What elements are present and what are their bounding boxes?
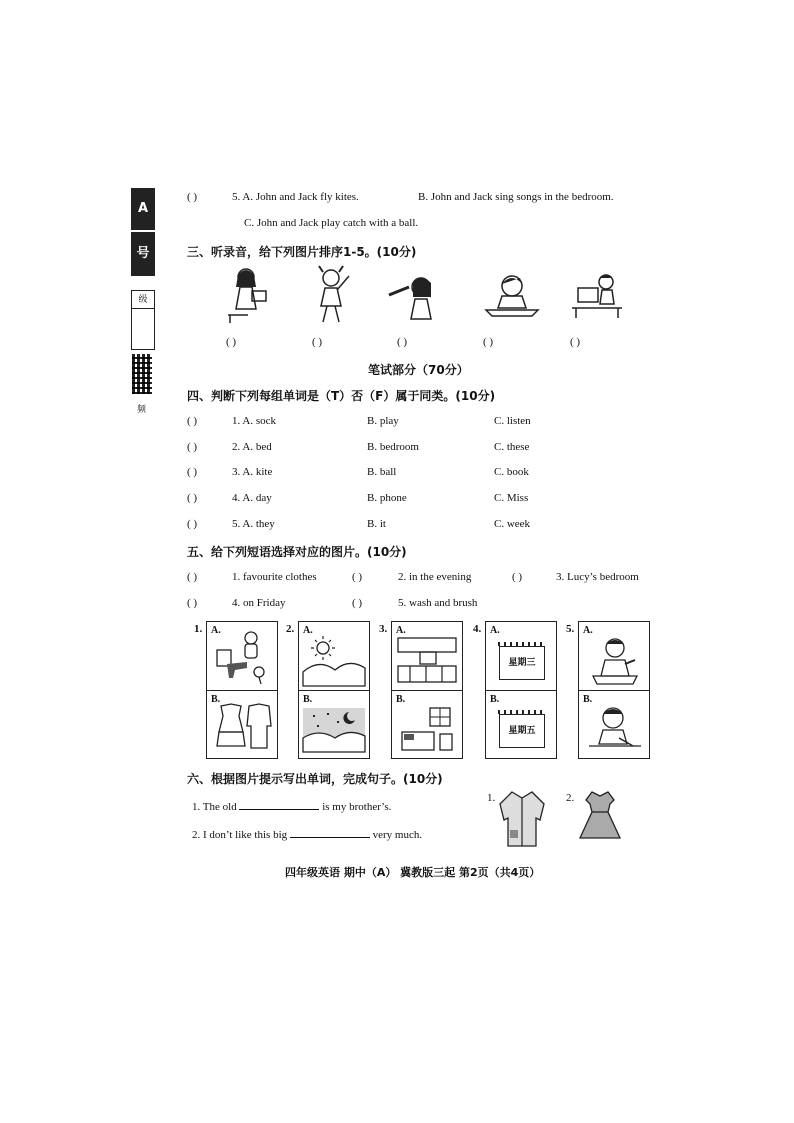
clothes-icon (215, 702, 271, 752)
section4-row4-b: B. phone (367, 492, 407, 504)
section3-paren-4[interactable]: ( ) (483, 336, 494, 348)
card4-divider (486, 690, 556, 691)
section5-paren-5[interactable]: ( ) (352, 597, 363, 609)
sentence2-blank[interactable] (290, 827, 370, 838)
girl-computer-icon (572, 272, 624, 318)
section6-pic-number-2: 2. (566, 792, 575, 804)
boy-washing-icon (589, 636, 641, 686)
card3-label-b: B. (396, 694, 406, 705)
section4-row1-b: B. play (367, 415, 399, 427)
toys-icon (213, 630, 271, 686)
section6-pic-number-1: 1. (487, 792, 496, 804)
binding-blank-box (131, 308, 155, 350)
section5-item-3: 3. Lucy’s bedroom (556, 571, 639, 583)
sentence1-part-a: 1. The old (192, 801, 237, 813)
section3-paren-5[interactable]: ( ) (570, 336, 581, 348)
calendar-a-rings (498, 642, 546, 646)
section6-sentence-1 (192, 799, 391, 813)
card4-label-a: A. (490, 625, 500, 636)
calendar-b-rings (498, 710, 546, 714)
section3-paren-1[interactable]: ( ) (226, 336, 237, 348)
card5-label-a: A. (583, 625, 593, 636)
q5-answer-paren[interactable]: ( ) (187, 191, 198, 203)
binding-label-video: 频 (137, 405, 147, 415)
section5-paren-2[interactable]: ( ) (352, 571, 363, 583)
calendar-b-day: 星期五 (508, 726, 536, 736)
section4-paren-2[interactable]: ( ) (187, 441, 198, 453)
calendar-b (499, 714, 545, 748)
girl-waving-icon (313, 266, 353, 324)
section4-row5-a: 5. A. they (232, 518, 275, 530)
section4-row3-a: 3. A. kite (232, 466, 273, 478)
section3-paren-3[interactable]: ( ) (397, 336, 408, 348)
section5-item-2: 2. in the evening (398, 571, 472, 583)
section5-title: 五、给下列短语选择对应的图片。(10分) (187, 545, 407, 559)
card2-divider (299, 690, 369, 691)
section4-paren-4[interactable]: ( ) (187, 492, 198, 504)
night-sky-icon (303, 708, 365, 752)
section4-row1-c: C. listen (494, 415, 531, 427)
card5-divider (579, 690, 649, 691)
card5-number: 5. (566, 623, 575, 635)
section4-row5-b: B. it (367, 518, 386, 530)
sun-landscape-icon (303, 636, 365, 686)
calendar-a (499, 646, 545, 680)
card2-number: 2. (286, 623, 295, 635)
section4-title: 四、判断下列每组单词是（T）否（F）属于同类。(10分) (187, 389, 496, 403)
section3-title: 三、听录音，给下列图片排序1-5。(10分) (187, 245, 417, 259)
card3-label-a: A. (396, 625, 406, 636)
picture-card-3 (391, 621, 463, 759)
dress-icon (576, 790, 624, 842)
section4-row4-a: 4. A. day (232, 492, 272, 504)
sentence1-part-b: is my brother’s. (322, 801, 392, 813)
section4-paren-5[interactable]: ( ) (187, 518, 198, 530)
card1-number: 1. (194, 623, 203, 635)
binding-strip (131, 188, 155, 423)
section4-row2-a: 2. A. bed (232, 441, 272, 453)
picture-card-4 (485, 621, 557, 759)
card4-number: 4. (473, 623, 482, 635)
girl-brushing-icon (387, 273, 439, 321)
section4-paren-1[interactable]: ( ) (187, 415, 198, 427)
coat-icon (496, 790, 548, 848)
section4-row5-c: C. week (494, 518, 531, 530)
kitchen-room-icon (396, 636, 458, 686)
written-part-title: 笔试部分（70分） (368, 363, 469, 377)
section4-row3-b: B. ball (367, 466, 397, 478)
card4-label-b: B. (490, 694, 500, 705)
binding-label-2: 号 (131, 232, 155, 276)
section4-row2-b: B. bedroom (367, 441, 419, 453)
section6-sentence-2 (192, 827, 422, 841)
section5-item-1: 1. favourite clothes (232, 571, 317, 583)
girl-writing-icon (486, 272, 538, 318)
card2-label-b: B. (303, 694, 313, 705)
section4-row1-a: 1. A. sock (232, 415, 276, 427)
card5-label-b: B. (583, 694, 593, 705)
card1-label-b: B. (211, 694, 221, 705)
sentence1-blank[interactable] (239, 799, 319, 810)
section5-paren-4[interactable]: ( ) (187, 597, 198, 609)
section4-paren-3[interactable]: ( ) (187, 466, 198, 478)
sentence2-part-a: 2. I don’t like this big (192, 829, 288, 841)
binding-class-box: 级 (131, 290, 155, 310)
girl-reading-icon (228, 265, 276, 323)
picture-card-5 (578, 621, 650, 759)
card1-label-a: A. (211, 625, 221, 636)
section3-paren-2[interactable]: ( ) (312, 336, 323, 348)
section4-row4-c: C. Miss (494, 492, 529, 504)
section4-row3-c: C. book (494, 466, 529, 478)
calendar-a-day: 星期三 (508, 658, 536, 668)
binding-label-1: A (131, 188, 155, 230)
sentence2-part-b: very much. (372, 829, 423, 841)
section5-paren-3[interactable]: ( ) (512, 571, 523, 583)
q5-option-c: C. John and Jack play catch with a ball. (244, 217, 419, 229)
section5-paren-1[interactable]: ( ) (187, 571, 198, 583)
section4-row2-c: C. these (494, 441, 530, 453)
section5-item-4: 4. on Friday (232, 597, 286, 609)
q5-option-a: 5. A. John and Jack fly kites. (232, 191, 359, 203)
card1-divider (207, 690, 277, 691)
qr-code-icon (132, 354, 152, 394)
bedroom-icon (396, 704, 458, 754)
picture-card-2 (298, 621, 370, 759)
page-footer: 四年级英语 期中（A） 冀教版三起 第2页（共4页） (285, 866, 541, 879)
q5-option-b: B. John and Jack sing songs in the bedroom. (418, 191, 614, 203)
section6-title: 六、根据图片提示写出单词，完成句子。(10分) (187, 772, 443, 786)
picture-card-1 (206, 621, 278, 759)
section5-item-5: 5. wash and brush (398, 597, 478, 609)
card3-divider (392, 690, 462, 691)
boy-writing-icon (589, 704, 641, 754)
card3-number: 3. (379, 623, 388, 635)
card2-label-a: A. (303, 625, 313, 636)
